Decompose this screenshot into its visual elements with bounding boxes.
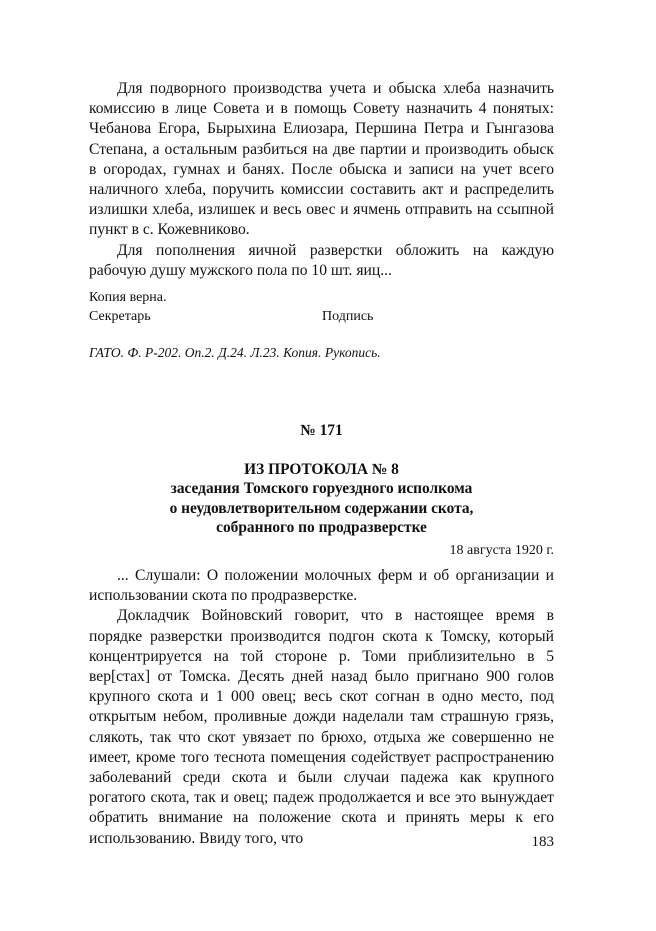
signature-label: Подпись	[322, 309, 374, 324]
secretary-label: Секретарь	[89, 309, 151, 324]
page-number: 183	[531, 834, 554, 850]
document-date: 18 августа 1920 г.	[449, 543, 554, 558]
title-line: о неудовлетворительном содержании скота,	[169, 499, 474, 517]
previous-document-body	[89, 79, 554, 281]
title-line: собранного по продразверстке	[216, 518, 427, 536]
copy-note: Копия верна.	[89, 290, 167, 305]
paragraph-egg-quota: Для пополнения яичной разверстки обложить на каждую рабочую душу мужского пола по 10 шт. яиц...	[89, 241, 554, 279]
protocol-body	[89, 566, 554, 849]
document-title	[89, 460, 554, 537]
paragraph-search-commission: Для подворного производства учета и обыска хлеба назначить комиссию в лице Совета и в помощь Совету назначить 4 понятых: Чебанова Егора, Бырыхина Елиозара, Першина Петра и Гынгазова Степана, а остальным разбиться на две партии и производить обыск в огородах, гумнах и банях. После обыска и записи на учет всего наличного хлеба, поручить комиссии составить акт и распределить излишки хлеба, излишек и весь овес и ячмень отправить на ссыпной пункт в с. Кожевниково.	[89, 80, 554, 239]
paragraph-heard: ... Слушали: О положении молочных ферм и об организации и использовании скота по продразверстке.	[89, 567, 554, 605]
title-line: заседания Томского горуездного исполкома	[170, 480, 473, 498]
title-line: ИЗ ПРОТОКОЛА № 8	[244, 461, 399, 478]
signature-block	[89, 288, 554, 326]
paragraph-report: Докладчик Войновский говорит, что в настоящее время в порядке разверстки производится подгон скота к Томску, который концентрируется на той стороне р. Томи приблизительно в 5 вер[стах] от Томска. Десять дней назад было пригнано 900 голов крупного скота и 1 000 овец; весь скот согнан в одно место, под открытым небом, проливные дожди наделали там страшную грязь, слякоть, так что скот увязает по брюхо, отдыха же совершенно не имеет, кроме того теснота помещения содействует распространению заболеваний среди скота и были случаи падежа как крупного рогатого скота, так и овец; падеж продолжается и все это вынуждает обратить внимание на положение скота и принять меры к его использованию. Ввиду того, что	[89, 607, 554, 847]
document-number: № 171	[300, 422, 343, 439]
archive-reference: ГАТО. Ф. Р-202. Оп.2. Д.24. Л.23. Копия. Рукопись.	[89, 345, 381, 360]
